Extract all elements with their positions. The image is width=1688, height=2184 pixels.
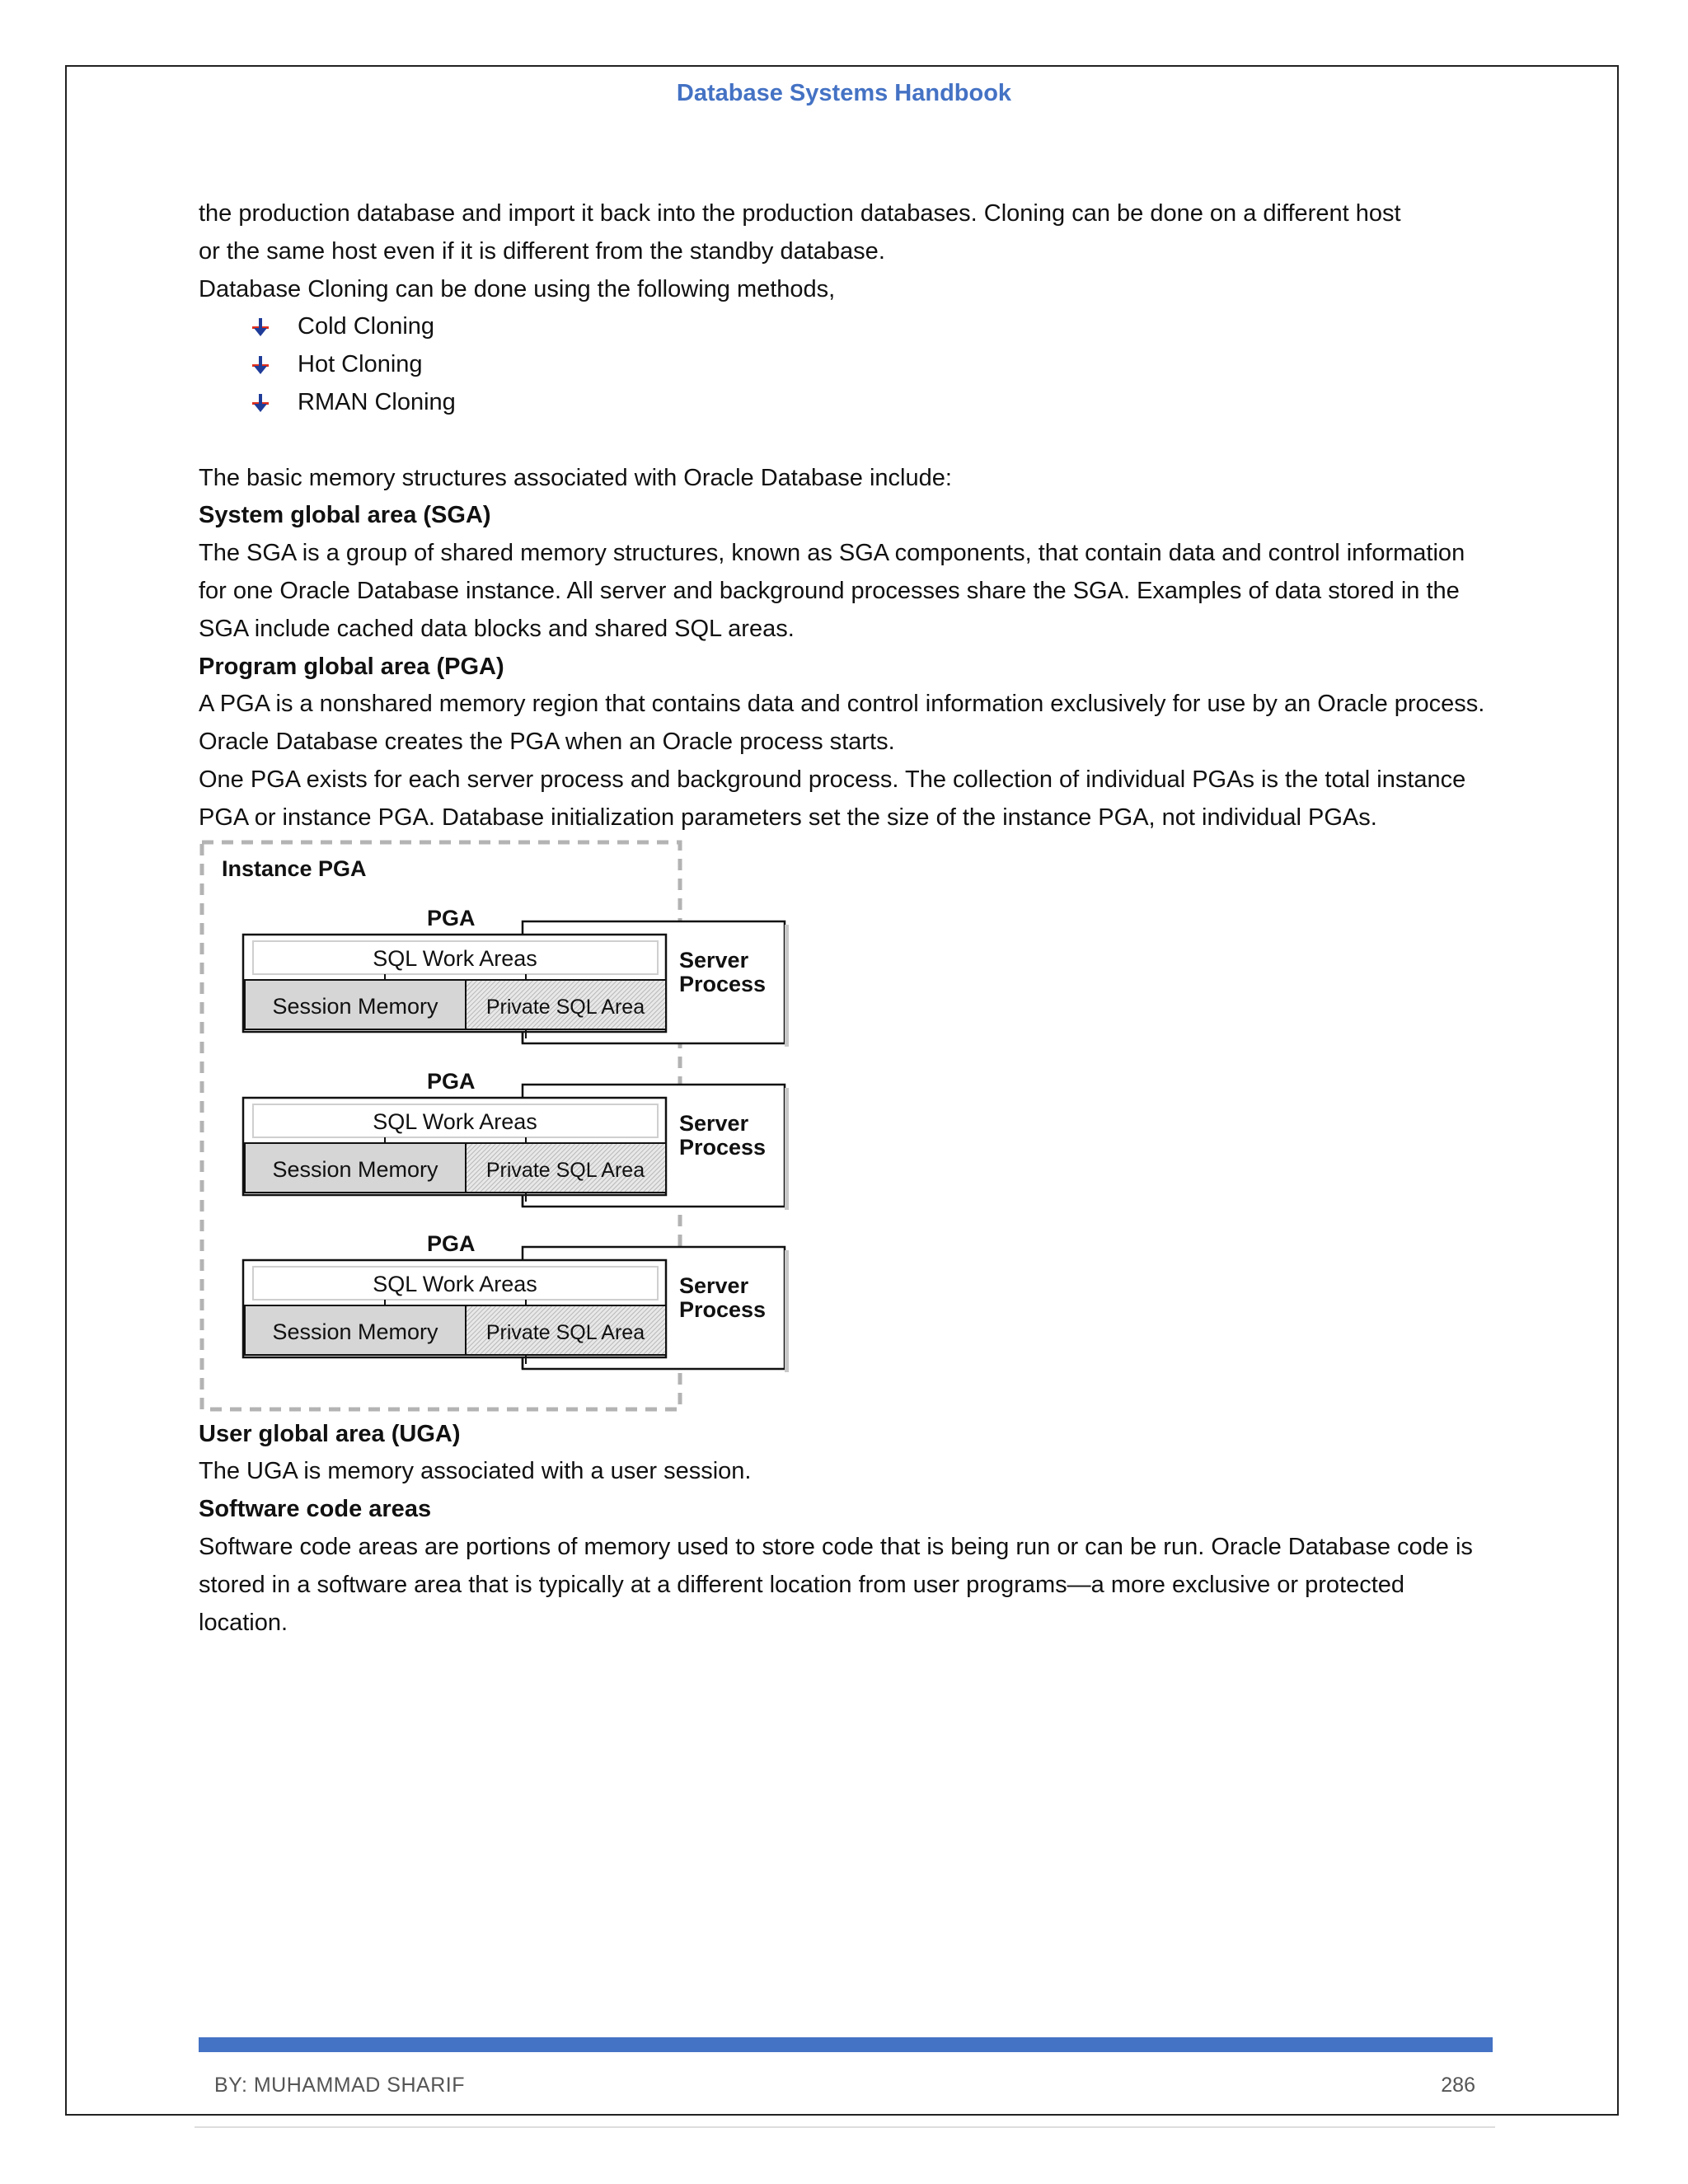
server-process-shadow [785, 1088, 789, 1210]
process-label: Process [679, 971, 767, 996]
down-arrow-bullet-icon [250, 354, 271, 376]
bottom-rule [195, 2126, 1495, 2128]
uga-heading: User global area (UGA) [199, 1420, 461, 1447]
list-item [248, 308, 1493, 346]
private-sql-area-label: Private SQL Area [485, 1320, 645, 1344]
session-memory-label: Session Memory [272, 993, 438, 1019]
down-arrow-bullet-icon [250, 316, 271, 338]
memory-intro: The basic memory structures associated with Oracle Database include: [199, 464, 952, 491]
process-label: Process [679, 1134, 767, 1160]
server-process-shadow [785, 1250, 789, 1372]
uga-text: The UGA is memory associated with a user session. [199, 1458, 752, 1485]
server-label: Server [679, 947, 749, 972]
session-memory-label: Session Memory [272, 1319, 438, 1344]
process-label: Process [679, 1296, 767, 1322]
sql-work-areas-label: SQL Work Areas [373, 1108, 537, 1134]
pga-label: PGA [427, 905, 476, 930]
intro-line-2: or the same host even if it is different from the standby database. [199, 237, 885, 265]
instance-pga-figure [199, 839, 800, 1416]
sga-text: The SGA is a group of shared memory structures, known as SGA components, that contain data and control information for one Oracle Database instance. All server and background processes share the SGA. Examples of data stored in the SGA include cached data blocks and shared SQL areas. [199, 540, 1465, 642]
session-memory-label: Session Memory [272, 1156, 438, 1182]
methods-intro: Database Cloning can be done using the following methods, [199, 275, 836, 302]
instance-pga-title: Instance PGA [222, 855, 367, 881]
pga-block [243, 906, 789, 1047]
pga-label: PGA [427, 1230, 476, 1256]
pga-text-2: One PGA exists for each server process and background process. The collection of individual PGAs is the total instance PGA or instance PGA. Database initialization parameters set the size of the instance PGA, not individual PGAs. [199, 766, 1466, 831]
pga-text-1: A PGA is a nonshared memory region that contains data and control information exclusively for use by an Oracle process. Oracle Database creates the PGA when an Oracle process starts. [199, 691, 1485, 756]
header-title: Database Systems Handbook [676, 80, 1012, 106]
spacer [199, 422, 1493, 460]
pga-block [243, 1069, 789, 1210]
pga-label: PGA [427, 1068, 476, 1094]
page-content [199, 195, 1493, 1642]
pga-heading: Program global area (PGA) [199, 653, 504, 680]
down-arrow-bullet-icon [250, 392, 271, 414]
private-sql-area-label: Private SQL Area [485, 1158, 645, 1182]
server-process-shadow [785, 925, 789, 1047]
software-code-areas-text: Software code areas are portions of memory used to store code that is being run or can be run. Oracle Database code is stored in a software area that is typically at a different location from user programs—a more exclusive or protected location. [199, 1533, 1473, 1636]
intro-line-1: the production database and import it back into the production databases. Cloning can be done on a different host [199, 200, 1401, 227]
server-label: Server [679, 1110, 749, 1136]
list-item [248, 346, 1493, 384]
footer-bar [199, 2037, 1493, 2052]
pga-block [243, 1231, 789, 1372]
footer-author: BY: MUHAMMAD SHARIF [214, 2074, 465, 2097]
instance-pga-diagram [199, 839, 800, 1416]
method-label: RMAN Cloning [298, 388, 456, 415]
list-item [248, 384, 1493, 422]
server-label: Server [679, 1272, 749, 1298]
sql-work-areas-label: SQL Work Areas [373, 945, 537, 971]
private-sql-area-label: Private SQL Area [485, 995, 645, 1019]
sql-work-areas-label: SQL Work Areas [373, 1271, 537, 1296]
cloning-methods-list [199, 308, 1493, 421]
software-code-areas-heading: Software code areas [199, 1496, 432, 1523]
method-label: Hot Cloning [298, 351, 423, 378]
sga-heading: System global area (SGA) [199, 502, 491, 529]
page-number: 286 [1441, 2074, 1475, 2097]
method-label: Cold Cloning [298, 313, 435, 340]
